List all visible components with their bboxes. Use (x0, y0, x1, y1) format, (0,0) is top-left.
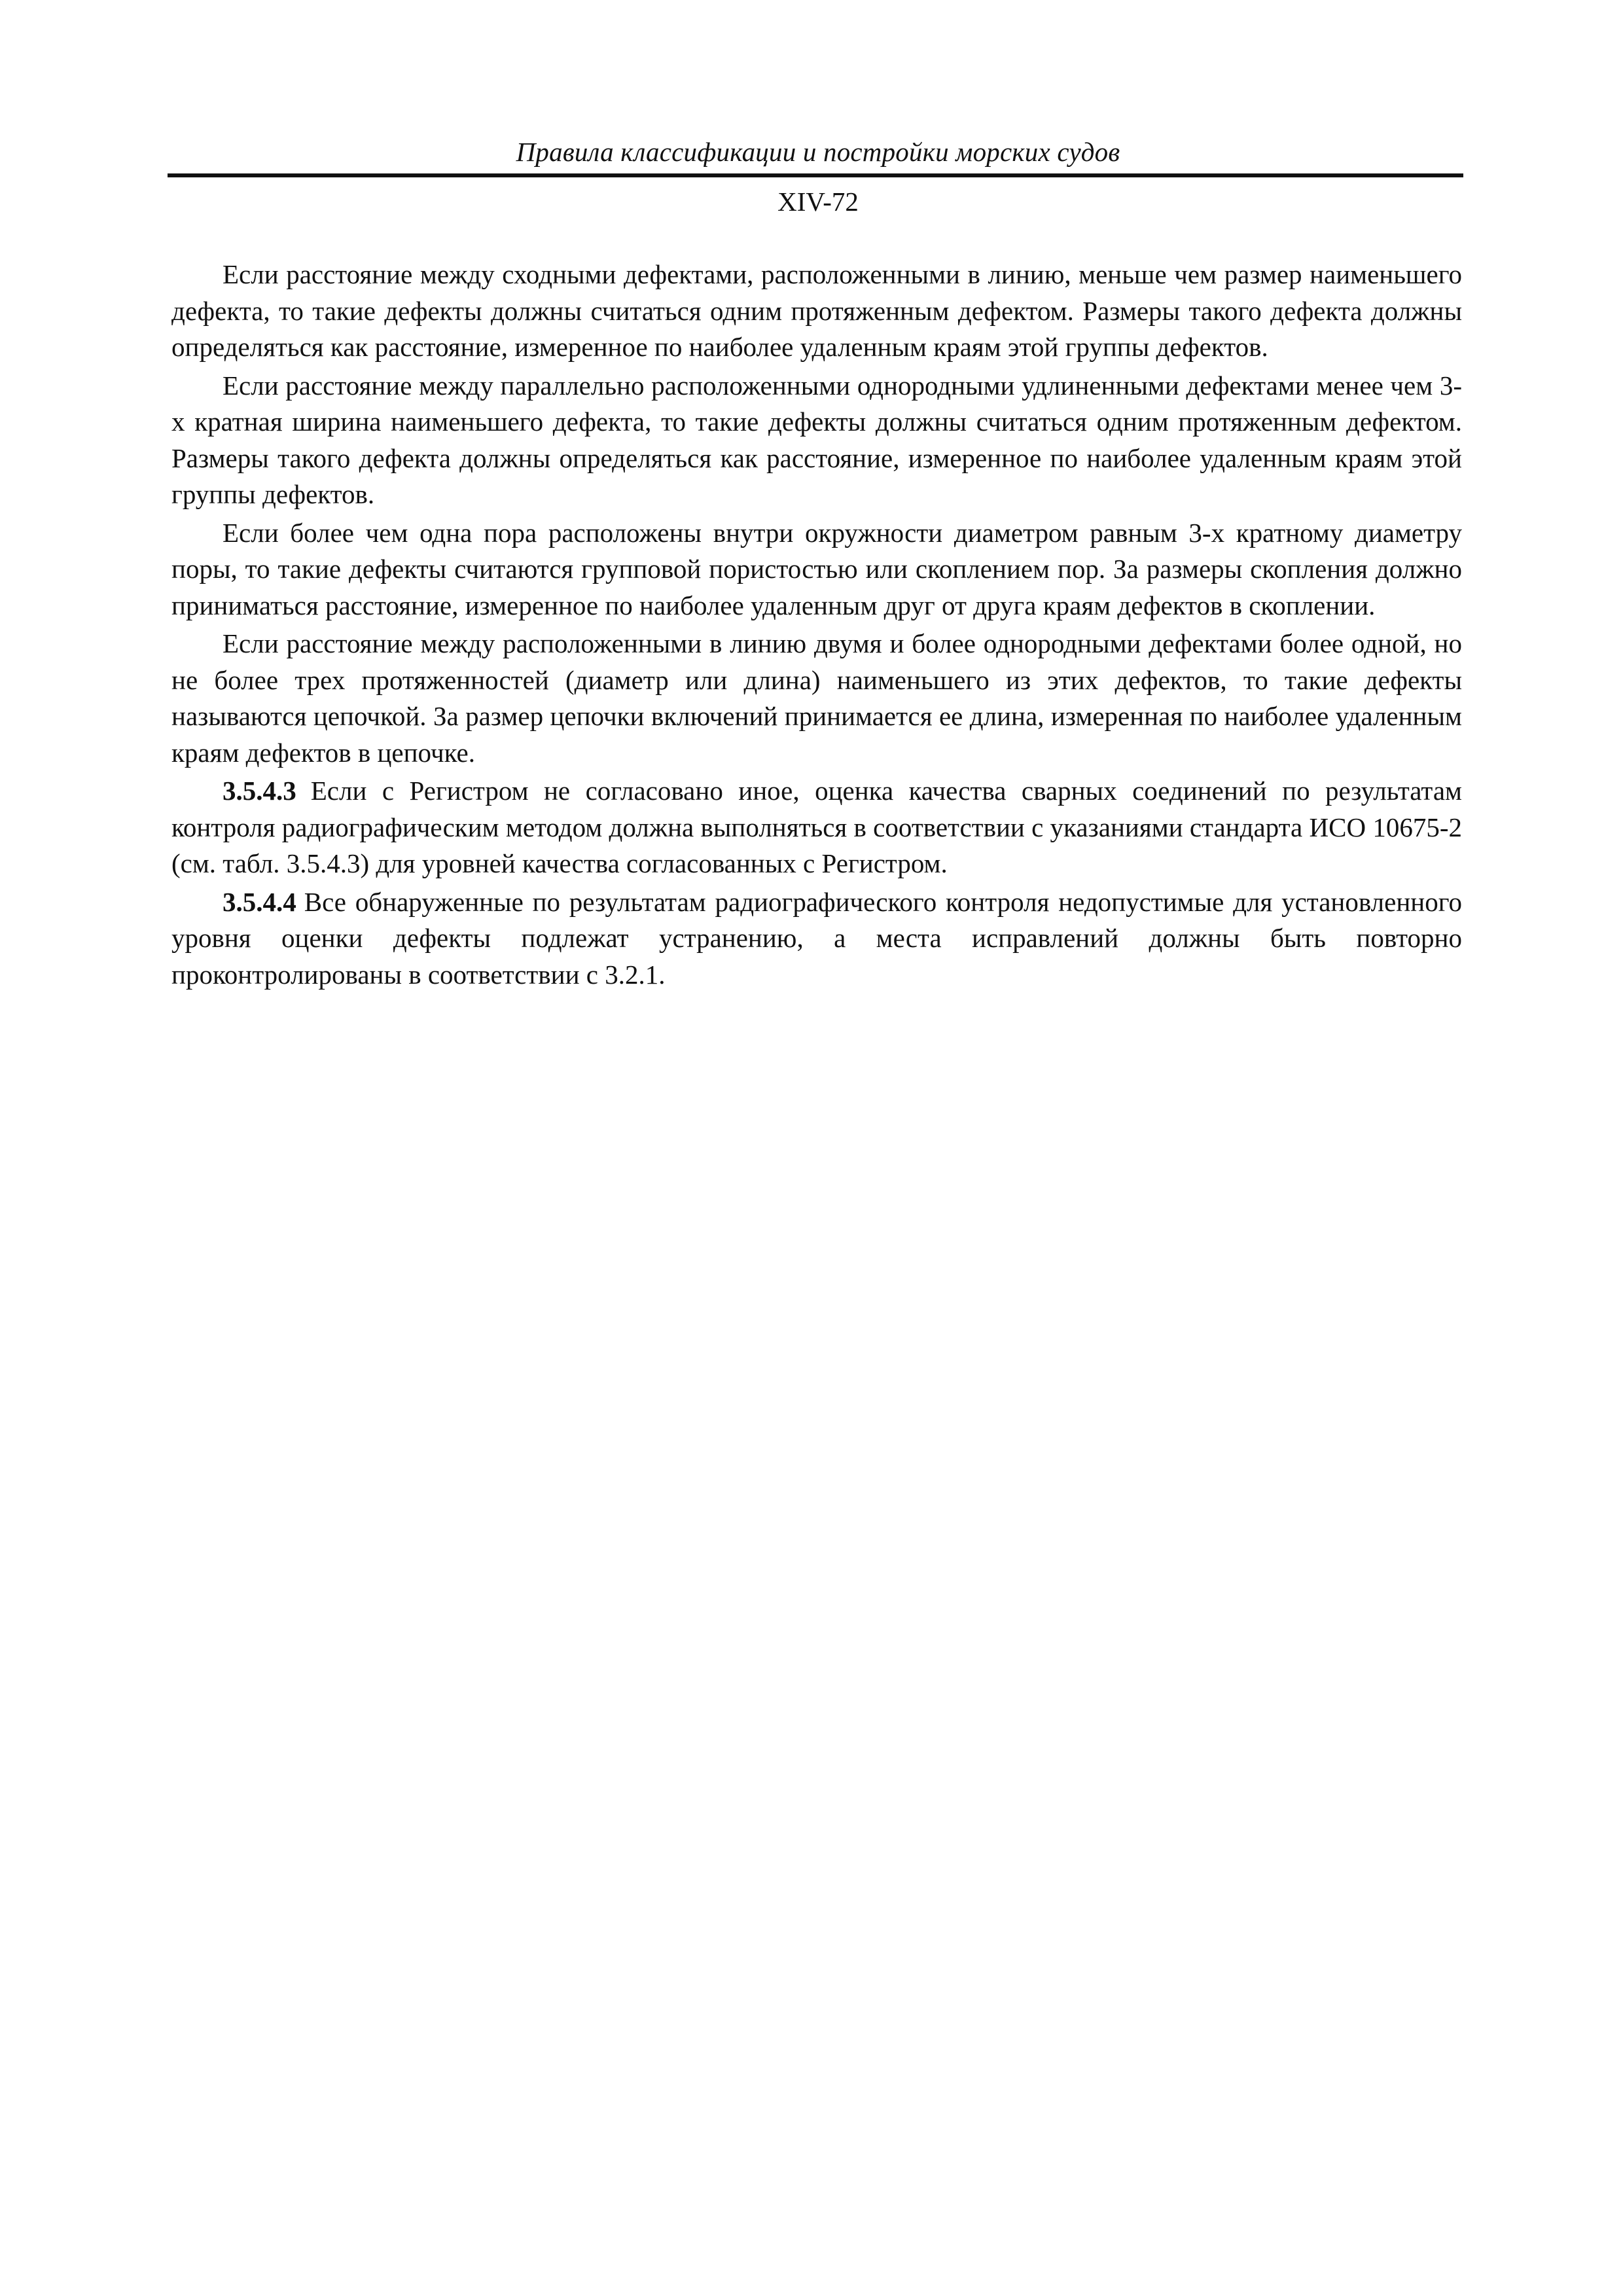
body-text (171, 257, 1462, 995)
paragraph-text: Если более чем одна пора расположены внутри окружности диаметром равным 3-х кратному диаметру поры, то такие дефекты считаются групповой пористостью или скоплением пор. За размеры скопления должно приниматься расстояние, измеренное по наиболее удаленным друг от друга краям дефектов в скоплении. (171, 517, 1462, 620)
paragraph-text: Если расстояние между расположенными в линию двумя и более однородными дефектами более одной, но не более трех протяженностей (диаметр или длина) наименьшего из этих дефектов, то такие дефекты называются цепочкой. За размер цепочки включений принимается ее длина, измеренная по наиболее удаленным краям дефектов в цепочке. (171, 628, 1462, 768)
header-rule (168, 173, 1463, 177)
section-paragraph (171, 773, 1462, 882)
paragraph-text: Если расстояние между сходными дефектами, расположенными в линию, меньше чем размер наименьшего дефекта, то такие дефекты должны считаться одним протяженным дефектом. Размеры такого дефекта должны определяться как расстояние, измеренное по наиболее удаленным краям этой группы дефектов. (171, 259, 1462, 362)
paragraph (171, 368, 1462, 513)
section-number: 3.5.4.3 (223, 776, 296, 806)
section-number: 3.5.4.4 (223, 886, 296, 917)
paragraph-text: Если расстояние между параллельно расположенными однородными удлиненными дефектами менее чем 3-х кратная ширина наименьшего дефекта, то такие дефекты должны считаться одним протяженным дефектом. Размеры такого дефекта должны определяться как расстояние, измеренное по наиболее удаленным краям этой группы дефектов. (171, 370, 1462, 509)
paragraph-text: Если с Регистром не согласовано иное, оценка качества сварных соединений по результатам контроля радиографическим методом должна выполняться в соответствии с указаниями стандарта ИСО 10675-2 (см. табл. 3.5.4.3) для уровней качества согласованных с Регистром. (171, 776, 1462, 878)
running-header: Правила классификации и постройки морских судов (516, 137, 1120, 167)
paragraph (171, 626, 1462, 771)
paragraph-text: Все обнаруженные по результатам радиографического контроля недопустимые для установленного уровня оценки дефекты подлежат устранению, а места исправлений должны быть повторно проконтролированы в соответствии с 3.2.1. (171, 886, 1462, 990)
paragraph (171, 515, 1462, 624)
section-paragraph (171, 884, 1462, 994)
paragraph (171, 257, 1462, 366)
page-number: XIV-72 (777, 187, 859, 217)
